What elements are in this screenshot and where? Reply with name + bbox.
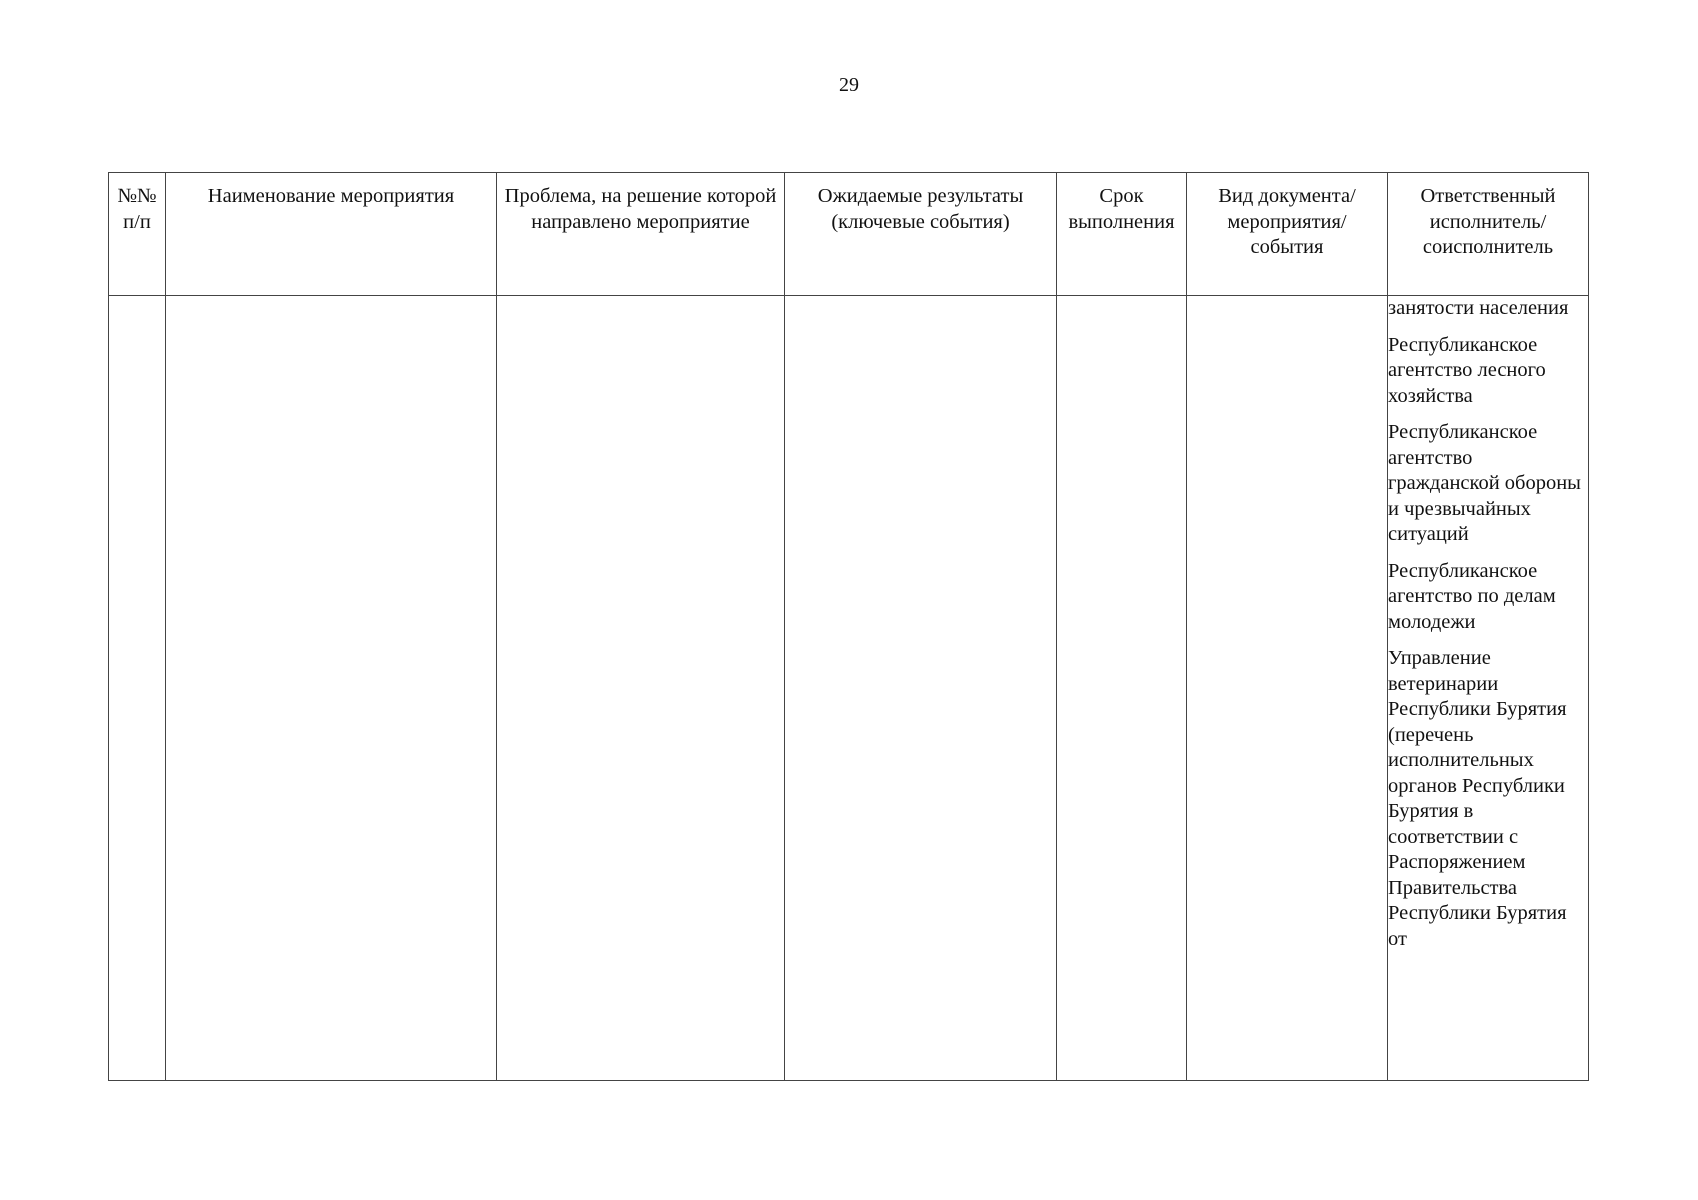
cell-responsible [1388, 296, 1589, 1081]
responsible-entry: Республиканское агентство по делам молодежи [1388, 559, 1556, 633]
header-problem: Проблема, на решение которой направлено мероприятие [497, 173, 785, 296]
table-header-row [109, 173, 1589, 296]
header-number: №№ п/п [109, 173, 166, 296]
table-row [109, 296, 1589, 1081]
cell-number [109, 296, 166, 1081]
cell-expected-results [785, 296, 1057, 1081]
cell-deadline [1057, 296, 1187, 1081]
header-activity-name: Наименование мероприятия [166, 173, 497, 296]
responsible-entry: занятости населения [1388, 297, 1569, 319]
activities-table [108, 172, 1589, 1081]
header-deadline: Срок выполнения [1057, 173, 1187, 296]
responsible-entry: Республиканское агентство лесного хозяйства [1388, 333, 1546, 407]
cell-activity-name [166, 296, 497, 1081]
responsible-entry: Республиканское агентство гражданской обороны и чрезвычайных ситуаций [1388, 421, 1581, 545]
header-expected-results: Ожидаемые результаты (ключевые события) [785, 173, 1057, 296]
header-document-type: Вид документа/ мероприятия/ события [1187, 173, 1388, 296]
page-number: 29 [839, 74, 859, 96]
responsible-entry: Управление ветеринарии Республики Бурятия (перечень исполнительных органов Республики Бурятия в соответствии с Распоряжением Правительства Республики Бурятия от [1388, 647, 1567, 950]
header-responsible: Ответственный исполнитель/ соисполнитель [1388, 173, 1589, 296]
cell-problem [497, 296, 785, 1081]
cell-document-type [1187, 296, 1388, 1081]
